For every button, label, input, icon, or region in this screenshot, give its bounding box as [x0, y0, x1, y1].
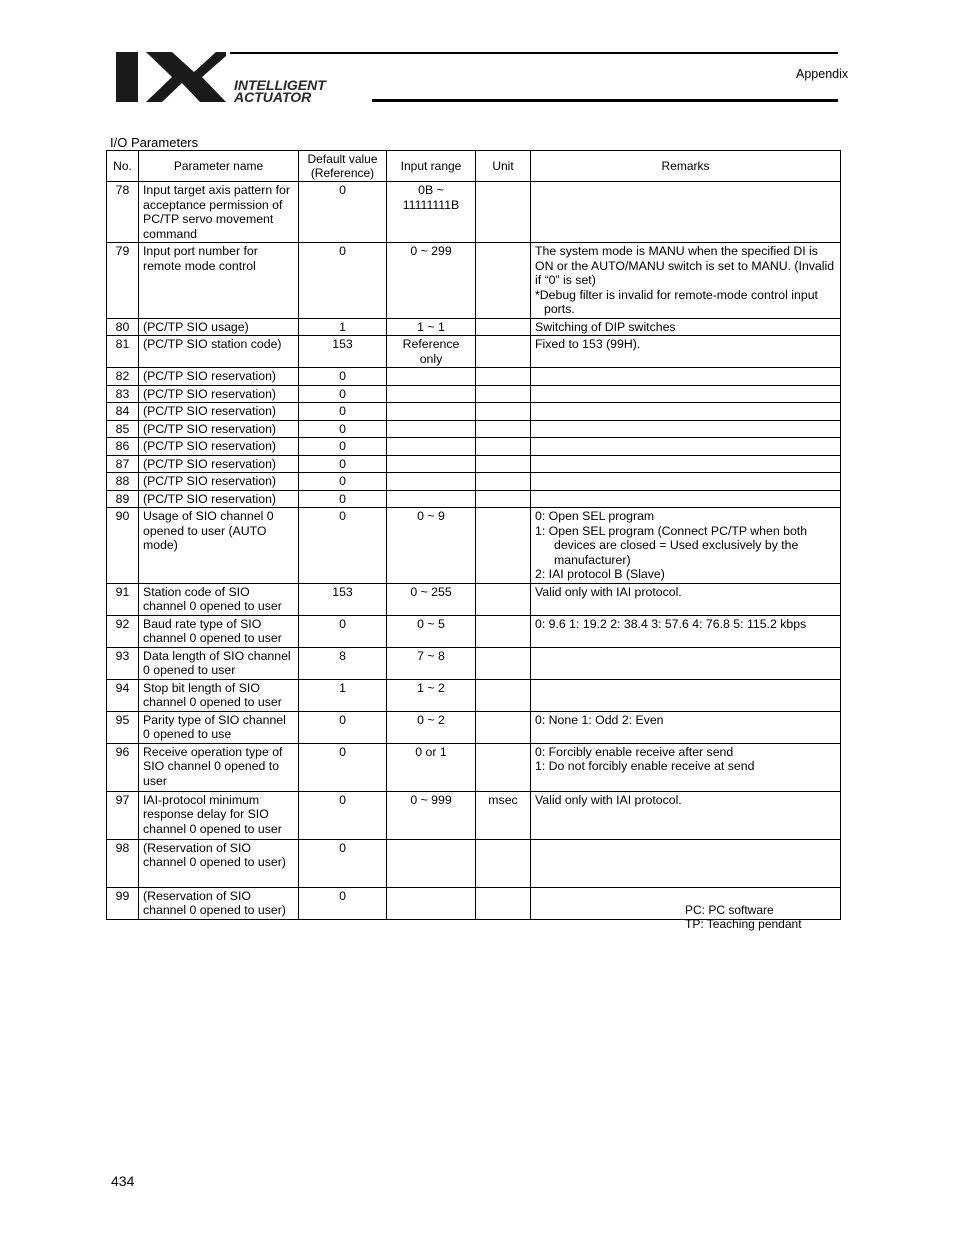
table-row [107, 243, 841, 319]
table-row [107, 647, 841, 679]
cell-no: 97 [107, 791, 139, 839]
cell-default: 0 [299, 615, 387, 647]
table-row [107, 182, 841, 243]
cell-no: 82 [107, 368, 139, 386]
cell-name: (PC/TP SIO reservation) [139, 455, 299, 473]
header-rule-bottom [372, 99, 838, 102]
cell-no: 96 [107, 743, 139, 791]
table-row [107, 508, 841, 584]
cell-unit [476, 711, 531, 743]
logo-line1: INTELLIGENT [234, 77, 326, 93]
cell-name: (PC/TP SIO reservation) [139, 438, 299, 456]
remark-line: 0: Forcibly enable receive after send [535, 744, 734, 759]
cell-no: 80 [107, 318, 139, 336]
range-line: 0 ~ 255 [410, 584, 452, 599]
cell-range [387, 420, 476, 438]
range-line: 0 or 1 [415, 744, 447, 759]
intelligent-actuator-logo [116, 52, 396, 104]
cell-default: 0 [299, 368, 387, 386]
cell-name: Parity type of SIO channel 0 opened to use [139, 711, 299, 743]
footnote-pc: PC: PC software [685, 903, 774, 917]
cell-unit [476, 438, 531, 456]
table-row [107, 473, 841, 491]
col-header-unit: Unit [476, 151, 531, 182]
cell-remarks [531, 385, 841, 403]
cell-name: (Reservation of SIO channel 0 opened to user) [139, 887, 299, 919]
table-row [107, 791, 841, 839]
cell-no: 87 [107, 455, 139, 473]
cell-name: (PC/TP SIO reservation) [139, 385, 299, 403]
table-title: I/O Parameters [110, 135, 199, 150]
table-row [107, 403, 841, 421]
remark-line: 1: Open SEL program (Connect PC/TP when both devices are closed = Used exclusively by the manufacturer) [535, 523, 808, 567]
cell-name: (PC/TP SIO usage) [139, 318, 299, 336]
range-line: 0B ~ [418, 183, 444, 197]
cell-default: 0 [299, 791, 387, 839]
range-line: 1 ~ 2 [417, 680, 445, 695]
cell-remarks [531, 473, 841, 491]
cell-no: 93 [107, 647, 139, 679]
cell-remarks [531, 711, 841, 743]
cell-no: 92 [107, 615, 139, 647]
remark-line: Valid only with IAI protocol. [535, 792, 682, 807]
cell-range [387, 583, 476, 615]
table-row [107, 615, 841, 647]
cell-range [387, 438, 476, 456]
table-row [107, 711, 841, 743]
cell-no: 91 [107, 583, 139, 615]
cell-unit: msec [476, 791, 531, 839]
cell-unit [476, 615, 531, 647]
cell-no: 85 [107, 420, 139, 438]
cell-default: 0 [299, 182, 387, 243]
cell-name: (Reservation of SIO channel 0 opened to user) [139, 839, 299, 887]
cell-name: (PC/TP SIO reservation) [139, 490, 299, 508]
range-line: only [419, 351, 443, 366]
cell-range [387, 490, 476, 508]
cell-range [387, 508, 476, 584]
cell-remarks [531, 336, 841, 368]
remark-line: 0: None 1: Odd 2: Even [535, 712, 664, 727]
col-header-no: No. [107, 151, 139, 182]
cell-name: (PC/TP SIO reservation) [139, 368, 299, 386]
cell-unit [476, 647, 531, 679]
cell-unit [476, 839, 531, 887]
cell-unit [476, 318, 531, 336]
cell-remarks [531, 455, 841, 473]
footnote-tp: TP: Teaching pendant [685, 917, 802, 931]
cell-remarks [531, 438, 841, 456]
cell-remarks [531, 583, 841, 615]
col-header-remarks: Remarks [531, 151, 841, 182]
remark-line: 2: IAI protocol B (Slave) [535, 567, 665, 581]
io-parameters-table [106, 150, 841, 920]
cell-default: 0 [299, 243, 387, 319]
cell-range [387, 887, 476, 919]
cell-range [387, 679, 476, 711]
cell-default: 0 [299, 455, 387, 473]
cell-name: Stop bit length of SIO channel 0 opened to user [139, 679, 299, 711]
cell-name: Usage of SIO channel 0 opened to user (AUTO mode) [139, 508, 299, 584]
cell-name: IAI-protocol minimum response delay for SIO channel 0 opened to user [139, 791, 299, 839]
cell-remarks [531, 403, 841, 421]
cell-remarks [531, 420, 841, 438]
table-row [107, 438, 841, 456]
cell-remarks [531, 647, 841, 679]
cell-no: 95 [107, 711, 139, 743]
cell-no: 90 [107, 508, 139, 584]
cell-range [387, 615, 476, 647]
cell-no: 98 [107, 839, 139, 887]
cell-no: 81 [107, 336, 139, 368]
col-header-name: Parameter name [139, 151, 299, 182]
cell-remarks [531, 743, 841, 791]
cell-unit [476, 455, 531, 473]
cell-range [387, 647, 476, 679]
cell-default: 0 [299, 403, 387, 421]
cell-range [387, 403, 476, 421]
col-header-default: Default value (Reference) [299, 151, 387, 182]
cell-name: (PC/TP SIO reservation) [139, 403, 299, 421]
remark-line: *Debug filter is invalid for remote-mode control input ports. [535, 287, 818, 316]
table-row [107, 679, 841, 711]
remark-line: 0: 9.6 1: 19.2 2: 38.4 3: 57.6 4: 76.8 5: 115.2 kbps [535, 616, 807, 631]
cell-unit [476, 583, 531, 615]
cell-remarks [531, 243, 841, 319]
logo-line2: ACTUATOR [234, 89, 312, 104]
cell-range [387, 182, 476, 243]
cell-remarks [531, 615, 841, 647]
range-line: 0 ~ 999 [410, 792, 452, 807]
cell-no: 79 [107, 243, 139, 319]
cell-range [387, 455, 476, 473]
cell-unit [476, 473, 531, 491]
cell-name: (PC/TP SIO reservation) [139, 420, 299, 438]
table-row [107, 368, 841, 386]
cell-unit [476, 679, 531, 711]
cell-remarks [531, 679, 841, 711]
cell-name: (PC/TP SIO station code) [139, 336, 299, 368]
cell-default: 0 [299, 420, 387, 438]
header-rule-top [230, 52, 838, 54]
cell-no: 88 [107, 473, 139, 491]
cell-name: Input port number for remote mode control [139, 243, 299, 319]
cell-unit [476, 508, 531, 584]
cell-unit [476, 385, 531, 403]
cell-no: 89 [107, 490, 139, 508]
section-title: Appendix [796, 67, 849, 81]
cell-range [387, 839, 476, 887]
cell-range [387, 368, 476, 386]
cell-range [387, 791, 476, 839]
col-header-range: Input range [387, 151, 476, 182]
cell-unit [476, 243, 531, 319]
cell-no: 78 [107, 182, 139, 243]
cell-unit [476, 182, 531, 243]
range-line: 0 ~ 5 [417, 616, 445, 631]
cell-default: 1 [299, 318, 387, 336]
cell-default: 8 [299, 647, 387, 679]
cell-range [387, 473, 476, 491]
table-row [107, 743, 841, 791]
cell-name: (PC/TP SIO reservation) [139, 473, 299, 491]
cell-name: Receive operation type of SIO channel 0 opened to user [139, 743, 299, 791]
range-line: 0 ~ 2 [417, 712, 445, 727]
cell-unit [476, 743, 531, 791]
cell-default: 153 [299, 336, 387, 368]
cell-range [387, 318, 476, 336]
cell-default: 0 [299, 490, 387, 508]
cell-unit [476, 336, 531, 368]
table-row [107, 490, 841, 508]
cell-no: 83 [107, 385, 139, 403]
cell-remarks [531, 839, 841, 887]
cell-no: 84 [107, 403, 139, 421]
cell-unit [476, 887, 531, 919]
remark-line: The system mode is MANU when the specified DI is ON or the AUTO/MANU switch is set to MANU. (Invalid if “0” is set) [535, 244, 835, 287]
cell-default: 153 [299, 583, 387, 615]
cell-default: 0 [299, 385, 387, 403]
table-row [107, 839, 841, 887]
range-line: 0 ~ 299 [410, 244, 452, 258]
remark-line: Fixed to 153 (99H). [535, 337, 641, 351]
cell-remarks [531, 318, 841, 336]
cell-range [387, 711, 476, 743]
cell-default: 0 [299, 508, 387, 584]
cell-default: 0 [299, 711, 387, 743]
table-row [107, 385, 841, 403]
cell-default: 0 [299, 438, 387, 456]
remark-line: 0: Open SEL program [535, 509, 655, 523]
cell-range [387, 743, 476, 791]
table-body [107, 182, 841, 920]
remark-line: Valid only with IAI protocol. [535, 584, 682, 599]
remark-line: 1: Do not forcibly enable receive at send [535, 759, 755, 773]
table-row [107, 336, 841, 368]
cell-range [387, 385, 476, 403]
cell-default: 0 [299, 743, 387, 791]
cell-range [387, 336, 476, 368]
range-line: 7 ~ 8 [417, 648, 445, 663]
cell-unit [476, 368, 531, 386]
cell-name: Input target axis pattern for acceptance permission of PC/TP servo movement command [139, 182, 299, 243]
remark-line: Switching of DIP switches [535, 319, 676, 334]
cell-remarks [531, 791, 841, 839]
cell-default: 0 [299, 887, 387, 919]
range-line: 0 ~ 9 [417, 509, 445, 523]
cell-no: 86 [107, 438, 139, 456]
cell-unit [476, 420, 531, 438]
cell-remarks [531, 368, 841, 386]
cell-default: 0 [299, 839, 387, 887]
cell-no: 99 [107, 887, 139, 919]
page-number: 434 [111, 1173, 135, 1189]
range-line: 11111111B [402, 197, 460, 212]
cell-unit [476, 403, 531, 421]
cell-default: 1 [299, 679, 387, 711]
table-row [107, 455, 841, 473]
cell-name: Station code of SIO channel 0 opened to user [139, 583, 299, 615]
cell-default: 0 [299, 473, 387, 491]
table-row [107, 420, 841, 438]
cell-no: 94 [107, 679, 139, 711]
range-line: 1 ~ 1 [417, 319, 445, 334]
table-row [107, 583, 841, 615]
cell-remarks [531, 490, 841, 508]
cell-remarks [531, 508, 841, 584]
cell-name: Baud rate type of SIO channel 0 opened to user [139, 615, 299, 647]
cell-range [387, 243, 476, 319]
cell-remarks [531, 182, 841, 243]
cell-unit [476, 490, 531, 508]
range-line: Reference [402, 337, 460, 351]
table-row [107, 318, 841, 336]
cell-name: Data length of SIO channel 0 opened to user [139, 647, 299, 679]
